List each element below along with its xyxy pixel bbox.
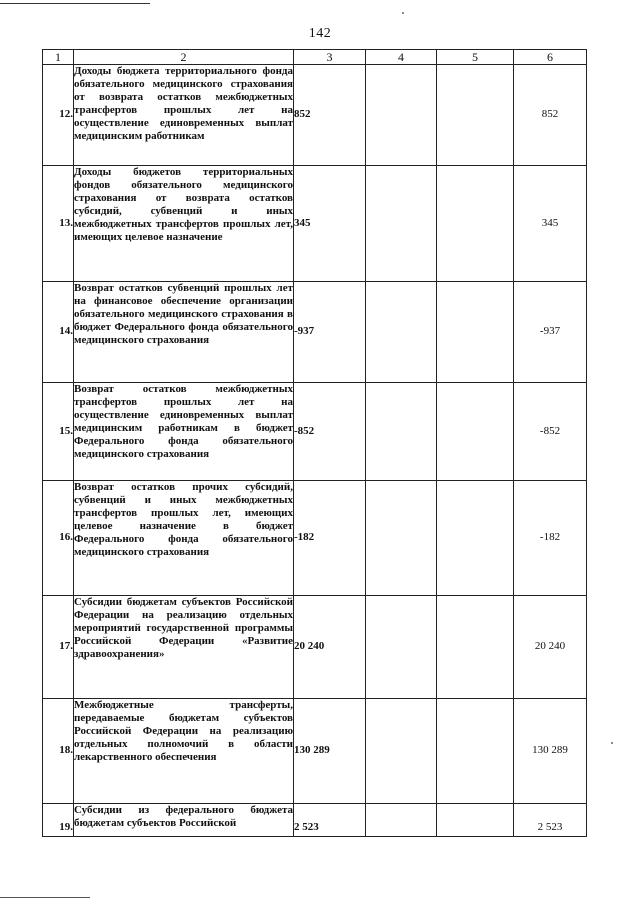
row-value-col5 — [437, 282, 514, 383]
row-description: Доходы бюджета территориального фонда обязательного медицинского страхования от возврата остатков межбюджетных трансфертов прошлых лет на осуществление единовременных выплат медицинским работникам — [74, 65, 294, 166]
header-row — [43, 50, 587, 65]
row-description: Субсидии из федерального бюджета бюджетам субъектов Российской — [74, 804, 294, 837]
row-value-col6: -937 — [514, 282, 587, 383]
row-value-col6: 2 523 — [514, 804, 587, 837]
row-description: Возврат остатков прочих субсидий, субвенций и иных межбюджетных трансфертов прошлых лет, имеющих целевое назначение в бюджет Федерального фонда обязательного медицинского страхования — [74, 481, 294, 596]
table-row — [43, 804, 587, 837]
row-value-col4 — [366, 166, 437, 282]
row-value-col3: 345 — [294, 166, 366, 282]
row-number: 19. — [43, 804, 74, 837]
row-value-col6: -182 — [514, 481, 587, 596]
row-value-col4 — [366, 65, 437, 166]
row-description: Возврат остатков субвенций прошлых лет на финансовое обеспечение организации обязательного медицинского страхования в бюджет Федерального фонда обязательного медицинского страхования — [74, 282, 294, 383]
row-value-col4 — [366, 699, 437, 804]
row-value-col5 — [437, 383, 514, 481]
row-value-col6: 130 289 — [514, 699, 587, 804]
row-value-col6: 852 — [514, 65, 587, 166]
row-value-col3: 20 240 — [294, 596, 366, 699]
row-value-col4 — [366, 596, 437, 699]
row-value-col5 — [437, 166, 514, 282]
column-header: 3 — [294, 50, 366, 65]
scan-artifact-line — [0, 3, 150, 4]
table-row — [43, 699, 587, 804]
scan-artifact-dot — [402, 12, 404, 14]
row-description: Возврат остатков межбюджетных трансфертов прошлых лет на осуществление единовременных выплат медицинским работникам в бюджет Федерального фонда обязательного медицинского страхования — [74, 383, 294, 481]
scan-artifact-dot — [611, 742, 613, 744]
row-value-col6: -852 — [514, 383, 587, 481]
row-number: 12. — [43, 65, 74, 166]
row-number: 15. — [43, 383, 74, 481]
row-value-col4 — [366, 383, 437, 481]
table-row — [43, 282, 587, 383]
row-value-col4 — [366, 481, 437, 596]
table-row — [43, 65, 587, 166]
column-header: 2 — [74, 50, 294, 65]
budget-table — [42, 49, 587, 837]
row-value-col6: 20 240 — [514, 596, 587, 699]
row-number: 18. — [43, 699, 74, 804]
row-number: 13. — [43, 166, 74, 282]
row-value-col4 — [366, 804, 437, 837]
row-value-col4 — [366, 282, 437, 383]
row-value-col6: 345 — [514, 166, 587, 282]
scan-artifact-line — [0, 897, 90, 898]
row-value-col3: -852 — [294, 383, 366, 481]
row-value-col3: 130 289 — [294, 699, 366, 804]
row-value-col5 — [437, 65, 514, 166]
row-number: 14. — [43, 282, 74, 383]
row-value-col3: -182 — [294, 481, 366, 596]
row-value-col5 — [437, 596, 514, 699]
row-value-col5 — [437, 481, 514, 596]
column-header: 6 — [514, 50, 587, 65]
row-value-col3: 852 — [294, 65, 366, 166]
column-header: 1 — [43, 50, 74, 65]
table-row — [43, 383, 587, 481]
column-header: 4 — [366, 50, 437, 65]
row-number: 16. — [43, 481, 74, 596]
row-value-col5 — [437, 804, 514, 837]
column-header: 5 — [437, 50, 514, 65]
table-row — [43, 481, 587, 596]
table-row — [43, 596, 587, 699]
row-description: Доходы бюджетов территориальных фондов обязательного медицинского страхования от возврата остатков субсидий, субвенций и иных межбюджетных трансфертов прошлых лет, имеющих целевое назначение — [74, 166, 294, 282]
row-description: Межбюджетные трансферты, передаваемые бюджетам субъектов Российской Федерации на реализацию отдельных полномочий в области лекарственного обеспечения — [74, 699, 294, 804]
row-number: 17. — [43, 596, 74, 699]
row-value-col3: 2 523 — [294, 804, 366, 837]
table-row — [43, 166, 587, 282]
row-description: Субсидии бюджетам субъектов Российской Федерации на реализацию отдельных мероприятий государственной программы Российской Федерации «Развитие здравоохранения» — [74, 596, 294, 699]
row-value-col3: -937 — [294, 282, 366, 383]
page-number: 142 — [308, 26, 332, 41]
row-value-col5 — [437, 699, 514, 804]
